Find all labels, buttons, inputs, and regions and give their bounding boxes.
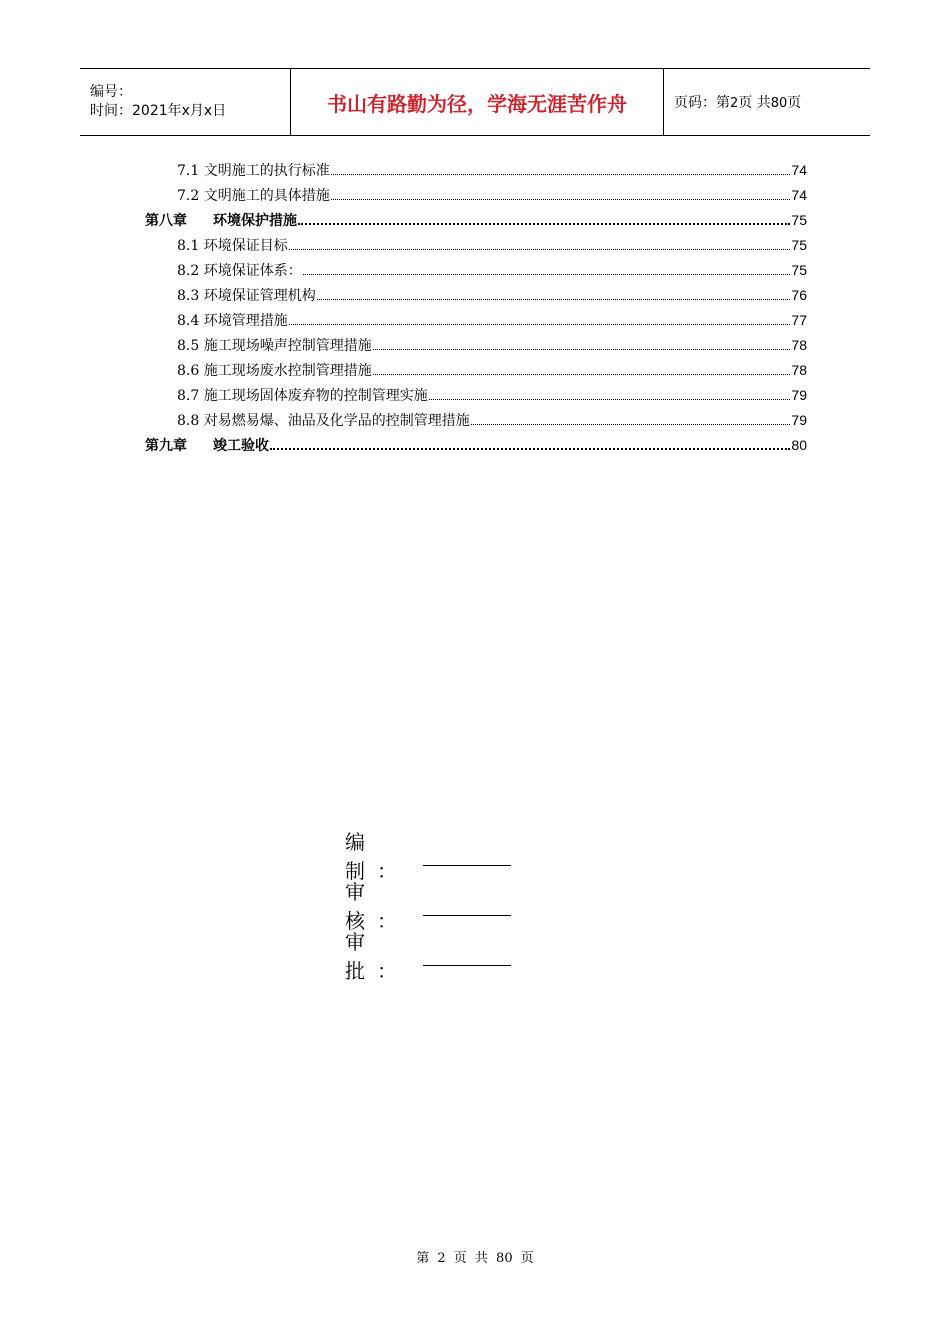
toc-entry-page: 77 — [791, 312, 807, 328]
page-total: 80 — [770, 96, 788, 111]
toc-entry-title: 8.1 环境保证目标 — [177, 238, 288, 254]
toc-entry-page: 76 — [791, 287, 807, 303]
signature-approve-line — [423, 945, 511, 966]
signature-review-line — [423, 895, 511, 916]
toc-entry[interactable] — [145, 310, 807, 335]
toc-chapter-name: 环境保护措施 — [213, 213, 297, 229]
toc-entry[interactable] — [145, 285, 807, 310]
signature-review-label: 审核： — [345, 880, 409, 933]
toc-entry-title: 8.8 对易燃易爆、油品及化学品的控制管理措施 — [177, 413, 470, 429]
toc-entry-page: 74 — [791, 187, 807, 203]
toc-chapter-page: 80 — [791, 437, 807, 453]
toc-entry-title: 8.6 施工现场废水控制管理措施 — [177, 363, 372, 379]
document-number-label: 编号： — [90, 84, 132, 100]
toc-entry-title: 7.1 文明施工的执行标准 — [177, 163, 330, 179]
toc-entry-page: 75 — [791, 262, 807, 278]
toc-entry-title: 8.5 施工现场噪声控制管理措施 — [177, 338, 372, 354]
page-middle: 页 共 — [738, 95, 771, 111]
toc-entry-page: 78 — [791, 362, 807, 378]
signature-approve-label: 审批： — [345, 930, 409, 983]
page-prefix: 页码：第 — [674, 95, 730, 111]
toc-chapter-number: 第八章 — [145, 213, 187, 229]
toc-dot-leader — [331, 164, 791, 175]
signature-review-row — [345, 880, 511, 933]
signature-compile-row — [345, 830, 511, 883]
toc-entry[interactable] — [145, 185, 807, 210]
toc-entry-title: 8.3 环境保证管理机构 — [177, 288, 316, 304]
toc-dot-leader — [270, 438, 790, 450]
toc-dot-leader — [303, 264, 791, 275]
toc-entry[interactable] — [145, 260, 807, 285]
document-time: 时间：2021年x月x日 — [90, 103, 227, 119]
toc-chapter[interactable] — [145, 435, 807, 460]
header-motto: 书山有路勤为径，学海无涯苦作舟 — [291, 69, 664, 136]
toc-entry[interactable] — [145, 235, 807, 260]
page-suffix: 页 — [787, 95, 802, 111]
header-page-info — [664, 69, 871, 136]
toc-entry-title: 7.2 文明施工的具体措施 — [177, 188, 330, 204]
toc-dot-leader — [429, 389, 791, 400]
page-header — [80, 68, 870, 136]
signature-approve-row — [345, 930, 511, 983]
toc-entry-page: 75 — [791, 237, 807, 253]
toc-dot-leader — [298, 213, 790, 225]
toc-entry-page: 74 — [791, 162, 807, 178]
toc-dot-leader — [289, 239, 791, 250]
signature-compile-label: 编制： — [345, 830, 409, 883]
toc-dot-leader — [317, 289, 791, 300]
toc-dot-leader — [289, 314, 791, 325]
page-current: 2 — [730, 96, 739, 111]
table-of-contents — [145, 160, 807, 460]
toc-entry-title: 8.4 环境管理措施 — [177, 313, 288, 329]
toc-entry-page: 78 — [791, 337, 807, 353]
toc-entry-title: 8.7 施工现场固体废弃物的控制管理实施 — [177, 388, 428, 404]
toc-entry[interactable] — [145, 410, 807, 435]
toc-dot-leader — [373, 364, 791, 375]
toc-entry[interactable] — [145, 335, 807, 360]
header-meta — [80, 69, 291, 136]
page-footer: 第 2 页 共 80 页 — [416, 1251, 534, 1266]
toc-entry[interactable] — [145, 160, 807, 185]
toc-chapter-name: 竣工验收 — [213, 438, 269, 454]
toc-entry-page: 79 — [791, 387, 807, 403]
toc-dot-leader — [471, 414, 791, 425]
signature-compile-line — [423, 845, 511, 866]
toc-dot-leader — [373, 339, 791, 350]
toc-dot-leader — [331, 189, 791, 200]
toc-entry-title: 8.2 环境保证体系： — [177, 263, 302, 279]
toc-chapter-title — [145, 210, 297, 230]
toc-chapter-number: 第九章 — [145, 438, 187, 454]
toc-entry[interactable] — [145, 360, 807, 385]
toc-chapter-title — [145, 435, 269, 455]
toc-entry[interactable] — [145, 385, 807, 410]
toc-chapter-page: 75 — [791, 212, 807, 228]
signature-block — [345, 830, 511, 983]
toc-entry-page: 79 — [791, 412, 807, 428]
toc-chapter[interactable] — [145, 210, 807, 235]
